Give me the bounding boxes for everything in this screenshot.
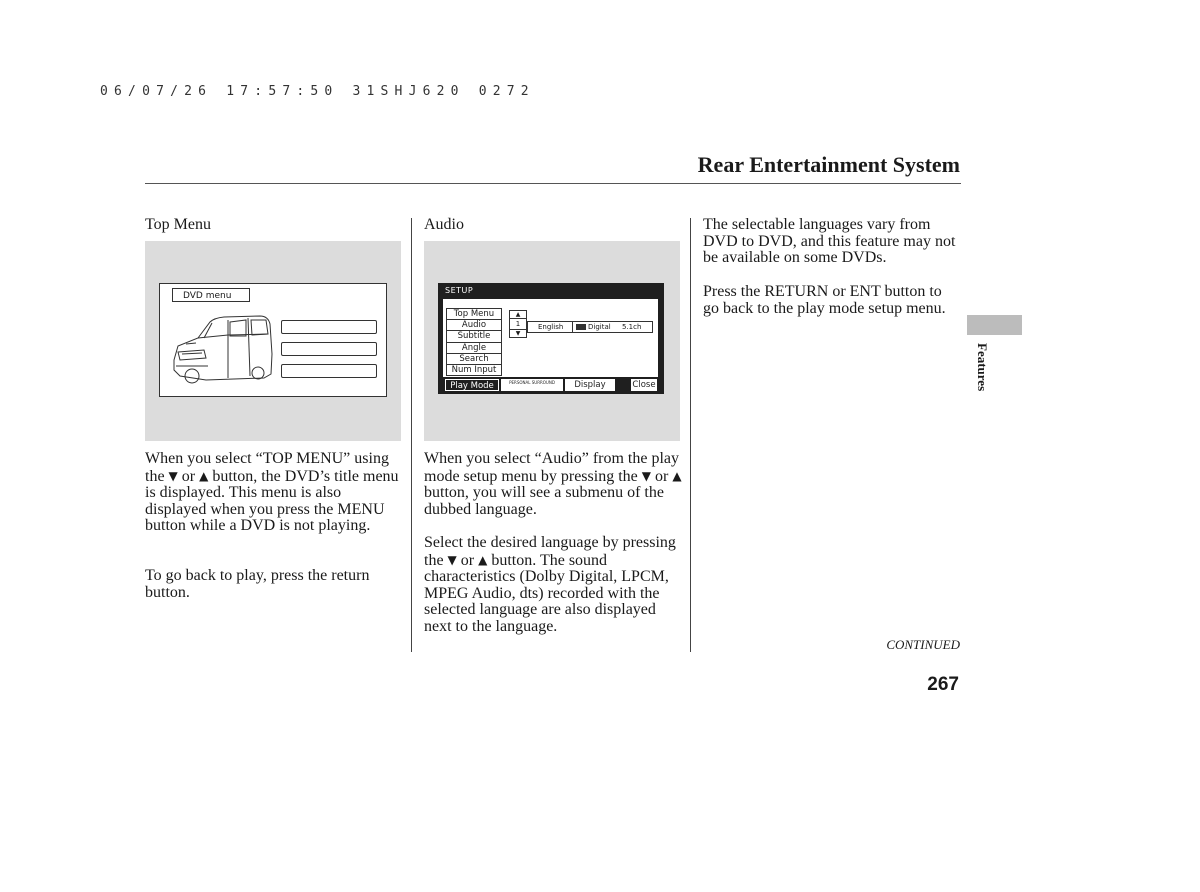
stepper-down-icon: ▼ <box>515 330 521 337</box>
page-number: 267 <box>927 674 959 695</box>
up-arrow-icon: ▲ <box>478 552 488 567</box>
audio-language-row <box>527 321 653 333</box>
text: or <box>181 467 196 485</box>
dvd-menu-screen <box>159 283 387 397</box>
menu-item-angle: Angle <box>447 343 501 354</box>
channels-value: 5.1ch <box>622 323 642 331</box>
text: When you select “Audio” from the play mode setup menu by pressing the <box>424 450 680 485</box>
right-paragraph-1: The selectable languages vary from DVD to DVD, and this feature may not be available on some DVDs. <box>703 216 956 267</box>
setup-bottom-bar <box>443 379 658 391</box>
text: Select the desired language by pressing the <box>424 534 676 569</box>
setup-screen <box>438 283 664 394</box>
language-value: English <box>538 323 564 331</box>
display-button: Display <box>565 379 615 391</box>
setup-panel <box>443 299 658 377</box>
audio-paragraph-2 <box>424 535 682 636</box>
audio-setup-figure <box>424 241 680 441</box>
close-button: Close <box>632 380 656 390</box>
up-arrow-icon: ▲ <box>672 468 682 483</box>
section-tab-label: Features <box>975 343 990 392</box>
top-menu-paragraph-1 <box>145 451 401 535</box>
dolby-icon <box>576 324 586 330</box>
menu-option-button-1 <box>281 320 377 334</box>
right-paragraph-2: Press the RETURN or ENT button to go back to the play mode setup menu. <box>703 283 946 317</box>
setup-title: SETUP <box>445 286 474 295</box>
audio-heading: Audio <box>424 216 464 233</box>
surround-button: PERSONAL SURROUND <box>501 379 563 391</box>
menu-item-search: Search <box>447 354 501 365</box>
continued-label: CONTINUED <box>886 637 960 652</box>
stepper-up-icon: ▲ <box>510 311 526 319</box>
down-arrow-icon: ▼ <box>641 468 651 483</box>
text: or <box>654 467 669 485</box>
print-timestamp: 06/07/26 17:57:50 31SHJ620 0272 <box>100 84 535 99</box>
minivan-icon <box>168 310 278 386</box>
down-arrow-icon: ▼ <box>168 468 178 483</box>
format-value: Digital <box>588 323 611 331</box>
section-tab <box>967 315 1022 335</box>
top-menu-heading: Top Menu <box>145 216 211 233</box>
text: or <box>460 551 475 569</box>
menu-option-button-2 <box>281 342 377 356</box>
text: button, you will see a submenu of the dubbed language. <box>424 484 664 518</box>
setup-menu-list <box>446 308 502 376</box>
menu-item-subtitle: Subtitle <box>447 331 501 342</box>
menu-option-button-3 <box>281 364 377 378</box>
column-divider-right <box>690 218 691 652</box>
section-title: Rear Entertainment System <box>697 152 960 177</box>
play-mode-button: Play Mode <box>445 379 499 391</box>
column-divider-left <box>411 218 412 652</box>
row-divider <box>572 322 573 332</box>
text: button, the DVD’s title menu is displayed. This menu is also displayed when you press the MENU button while a DVD is not playing. <box>145 467 399 535</box>
top-menu-paragraph-2: To go back to play, press the return button. <box>145 567 370 601</box>
down-arrow-icon: ▼ <box>447 552 457 567</box>
menu-item-num-input: Num Input <box>451 365 497 376</box>
dvd-menu-label: DVD menu <box>172 288 250 302</box>
text: button. The sound characteristics (Dolby Digital, LPCM, MPEG Audio, dts) recorded with the selected language are also displayed next to the language. <box>424 551 669 635</box>
audio-paragraph-1 <box>424 451 682 518</box>
top-menu-figure <box>145 241 401 441</box>
track-number: 1 <box>510 319 526 330</box>
title-divider <box>145 183 961 184</box>
text: When you select “TOP MENU” using the <box>145 450 389 485</box>
language-stepper <box>509 310 527 338</box>
menu-item-audio: Audio <box>447 320 501 331</box>
up-arrow-icon: ▲ <box>199 468 209 483</box>
menu-item-top-menu: Top Menu <box>447 309 501 320</box>
